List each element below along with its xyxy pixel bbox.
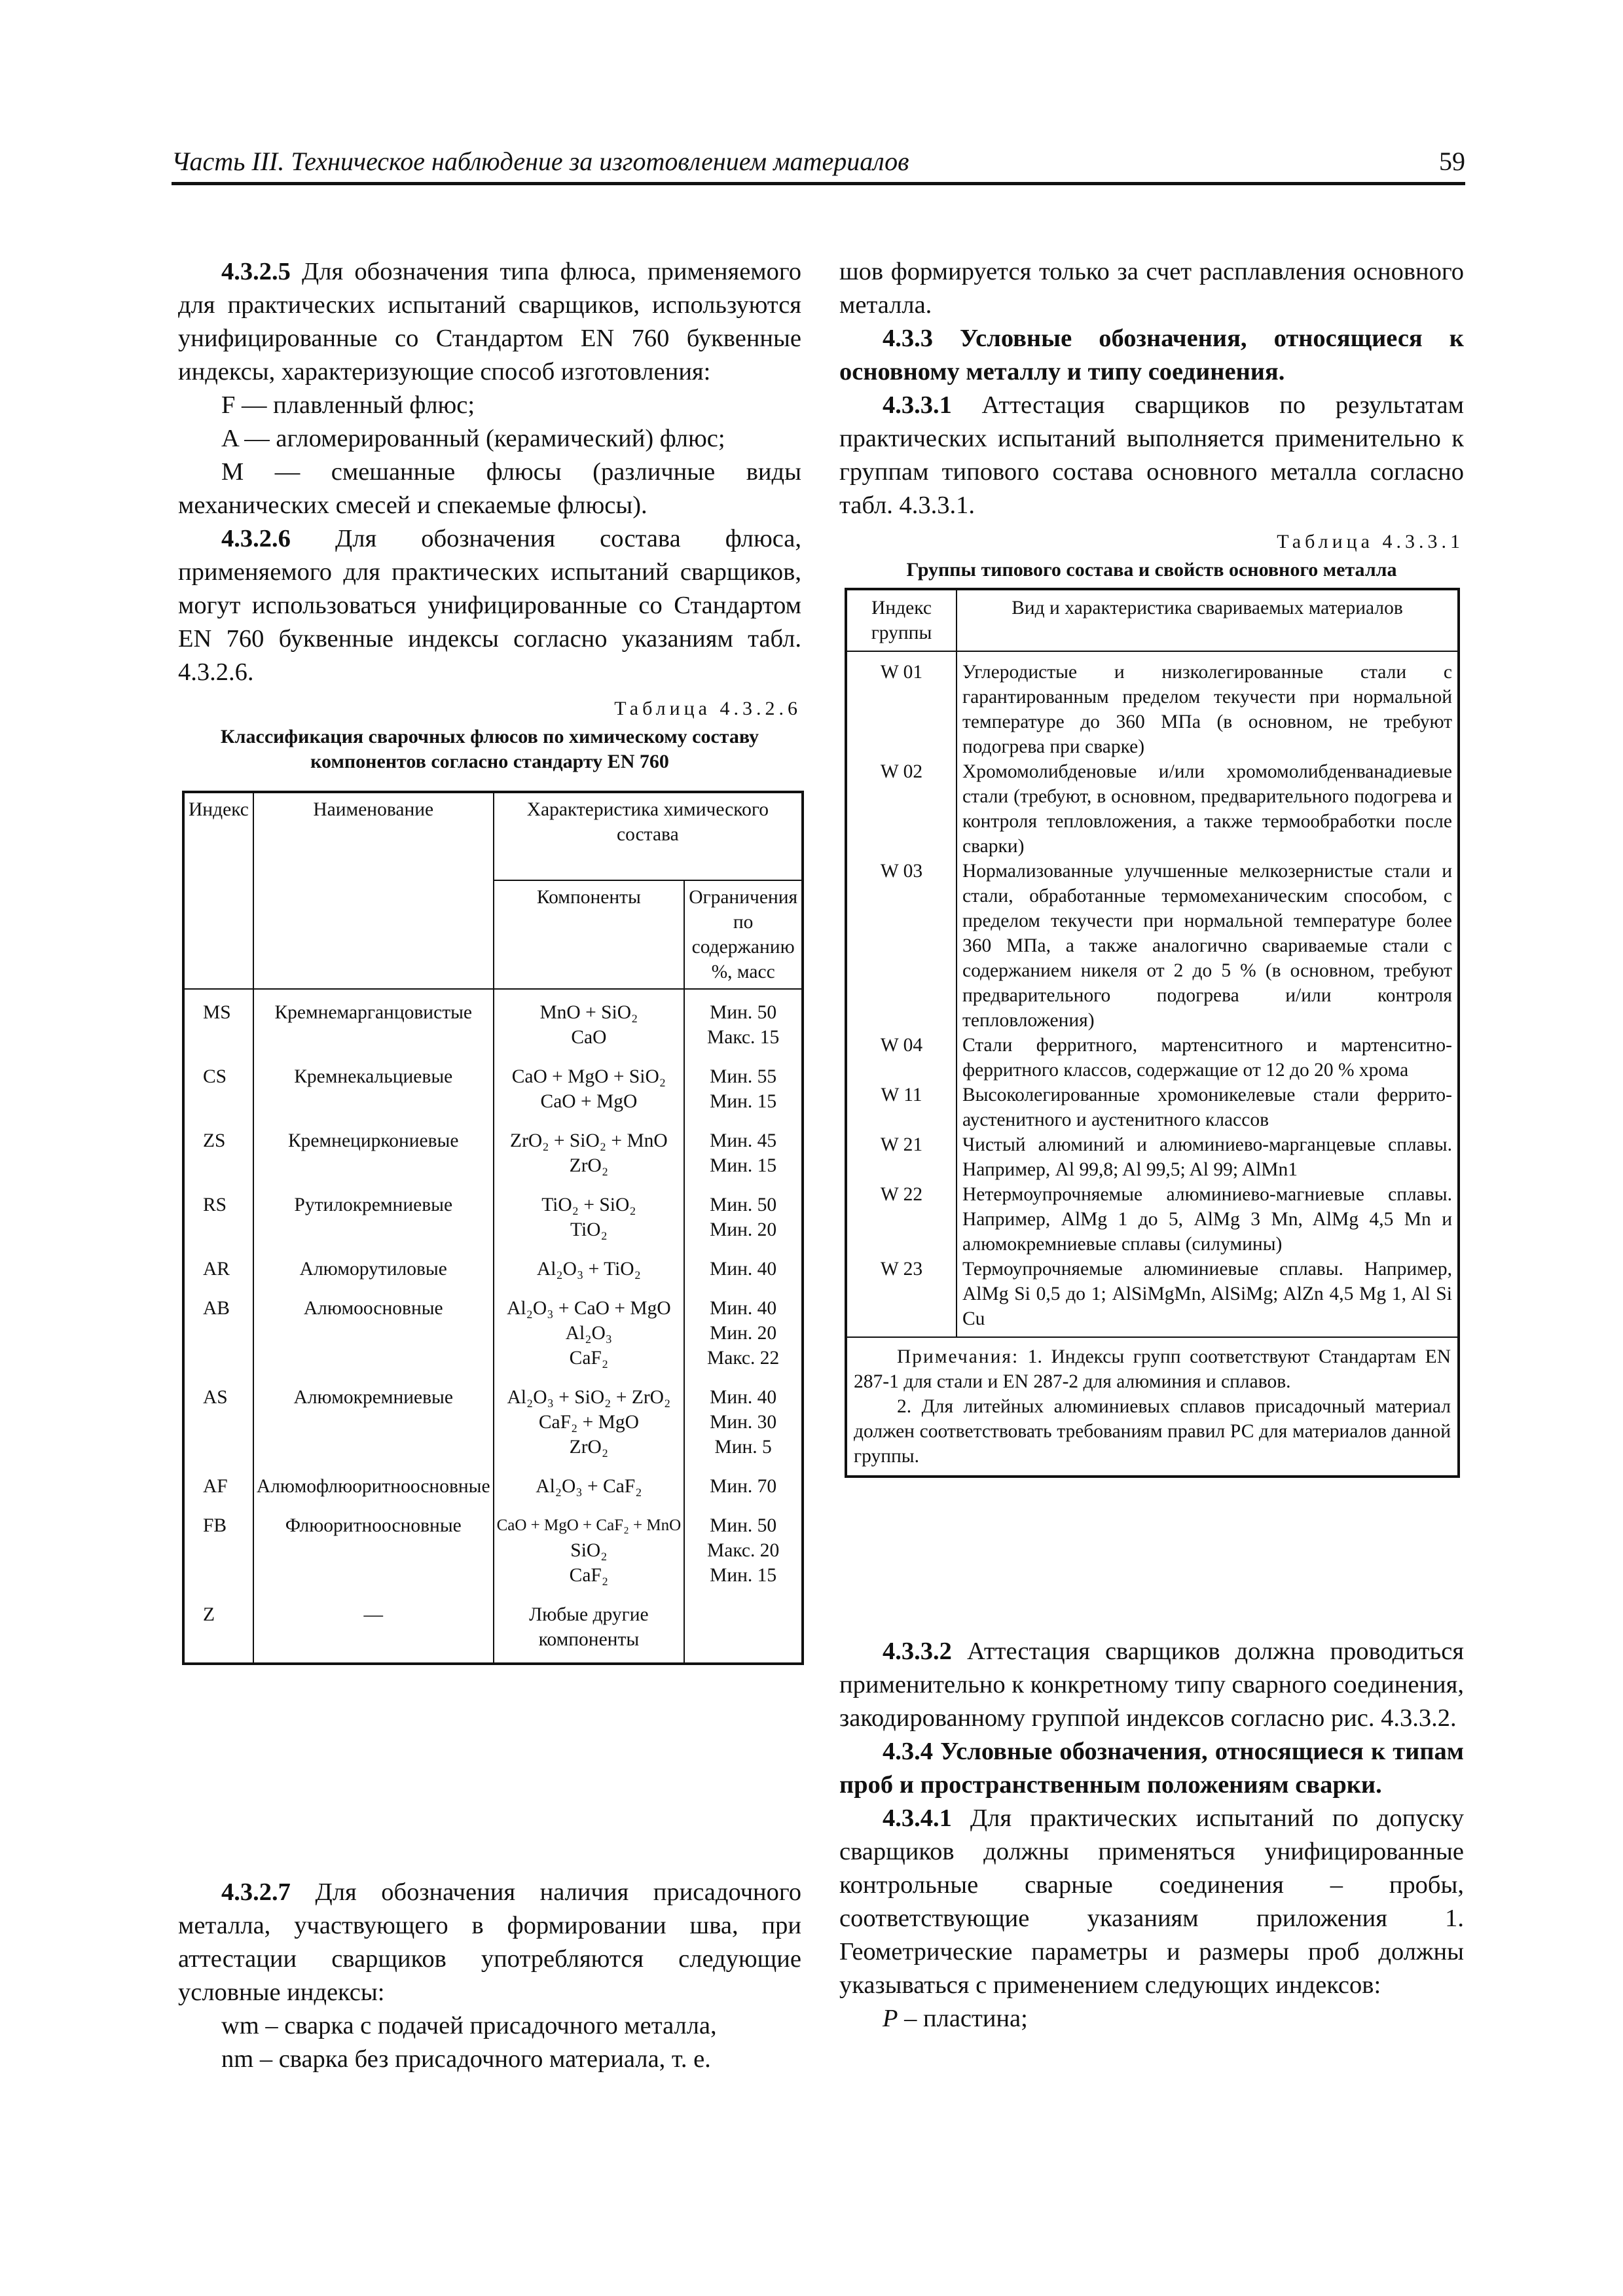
cell-limits — [684, 1126, 803, 1190]
header-description: Вид и характеристика свариваемых материалов — [957, 589, 1459, 651]
cell-description: Стали ферритного, мартенситного и мартенситно-ферритного классов, содержащие от 12 до 20 % хрома — [957, 1033, 1459, 1083]
sample-index-text: – пластина; — [898, 2005, 1028, 2032]
clause-number: 4.3.4.1 — [883, 1804, 952, 1832]
cell-components — [494, 1293, 685, 1382]
cell-name: Алюмоосновные — [253, 1293, 494, 1382]
flux-type-f: F — плавленный флюс; — [221, 391, 475, 419]
cell-limits — [684, 1254, 803, 1293]
limit-line: Мин. 55 — [710, 1066, 777, 1087]
table-row — [183, 989, 803, 1062]
notes-label: Примечания: — [897, 1346, 1019, 1367]
cell-components — [494, 1254, 685, 1293]
right-column-bottom — [839, 1635, 1464, 2036]
cell-index: AB — [183, 1293, 253, 1382]
cell-group: W 04 — [846, 1033, 957, 1083]
left-column — [178, 255, 801, 780]
sample-index-letter: P — [883, 2005, 898, 2032]
component-line: CaO — [571, 1027, 607, 1048]
table-row — [183, 1190, 803, 1254]
cell-index: AF — [183, 1471, 253, 1511]
clause-number: 4.3.2.5 — [221, 258, 291, 285]
paragraph-text: Аттестация сварщиков должна проводиться применительно к конкретному типу сварного соединения, закодированному группой индексов согласно рис. 4.3.3.2. — [839, 1638, 1464, 1732]
limit-line: Мин. 15 — [710, 1565, 777, 1586]
table-row — [183, 1511, 803, 1600]
clause-number: 4.3.3.1 — [883, 391, 952, 419]
table-row — [183, 1600, 803, 1664]
component-line: ZrO₂ + SiO₂ + MnO — [510, 1130, 668, 1151]
paragraph-4-3-3-1 — [839, 389, 1464, 522]
paragraph-4-3-2-7 — [178, 1876, 801, 2009]
cell-limits — [684, 1511, 803, 1600]
sample-index-p — [839, 2002, 1464, 2036]
cell-index: CS — [183, 1062, 253, 1126]
header-limits: Ограничения по содержанию %, масс — [684, 880, 803, 989]
cell-group: W 21 — [846, 1132, 957, 1182]
cell-group: W 01 — [846, 651, 957, 759]
cell-limits — [684, 1600, 803, 1664]
table-row — [183, 1126, 803, 1190]
cell-index: ZS — [183, 1126, 253, 1190]
table-row — [846, 1182, 1459, 1257]
paragraph-4-3-2-6 — [178, 522, 801, 689]
paragraph-continuation: шов формируется только за счет расплавления основного металла. — [839, 258, 1464, 319]
limit-line: Макс. 22 — [707, 1348, 780, 1369]
cell-group: W 02 — [846, 759, 957, 859]
header-index: Индекс — [183, 792, 253, 989]
table-row — [846, 651, 1459, 759]
table-row — [846, 1033, 1459, 1083]
paragraph-text: Для обозначения типа флюса, применяемого для практических испытаний сварщиков, используются унифицированные со Стандартом EN 760 буквенные индексы, характеризующие способ изготовления: — [178, 258, 801, 386]
limit-line: Мин. 15 — [710, 1155, 777, 1176]
table-notes — [846, 1337, 1459, 1477]
table-row — [183, 1254, 803, 1293]
cell-description: Хромомолибденовые и/или хромомолибденванадиевые стали (требуют, в основном, предварительного подогрева и контроля тепловложения, а также термообработки после сварки) — [957, 759, 1459, 859]
cell-description: Нормализованные улучшенные мелкозернистые стали и стали, обработанные термомеханическим способом, с пределом текучести при нормальной температуре более 360 МПа, а также аналогично свариваемые стали с содержанием никеля от 2 до 5 % (в основном, требуют предварительного подогрева и/или контроля тепловложения) — [957, 859, 1459, 1033]
limit-line: Мин. 50 — [710, 1515, 777, 1536]
limit-line: Макс. 20 — [707, 1540, 780, 1561]
cell-components — [494, 1382, 685, 1471]
limit-line: Мин. 40 — [710, 1298, 777, 1319]
table-row — [183, 1382, 803, 1471]
component-line: TiO₂ — [570, 1219, 608, 1240]
limit-line: Мин. 5 — [714, 1437, 772, 1458]
clause-number: 4.3.3.2 — [883, 1638, 952, 1665]
component-line: Al₂O₃ — [565, 1323, 613, 1344]
limit-line: Мин. 45 — [710, 1130, 777, 1151]
cell-index: AS — [183, 1382, 253, 1471]
header-components: Компоненты — [494, 880, 685, 989]
cell-index: RS — [183, 1190, 253, 1254]
cell-index: MS — [183, 989, 253, 1062]
limit-line: Макс. 15 — [707, 1027, 780, 1048]
cell-group: W 03 — [846, 859, 957, 1033]
header-name: Наименование — [253, 792, 494, 989]
component-line: CaO + MgO + CaF₂ + MnO — [496, 1516, 682, 1534]
cell-group: W 23 — [846, 1257, 957, 1337]
table-row — [846, 759, 1459, 859]
paragraph-text: Аттестация сварщиков по результатам практических испытаний выполняется применительно к группам типового состава основного металла согласно табл. 4.3.3.1. — [839, 391, 1464, 519]
table-4-3-2-6-caption: Таблица 4.3.2.6 — [614, 698, 801, 719]
clause-number: 4.3.2.7 — [221, 1878, 291, 1906]
cell-name: Рутилокремниевые — [253, 1190, 494, 1254]
flux-classification-table — [182, 791, 804, 1665]
cell-name: Кремнемарганцовистые — [253, 989, 494, 1062]
cell-components — [494, 1600, 685, 1664]
cell-name: Алюмокремниевые — [253, 1382, 494, 1471]
header-chem: Характеристика химического состава — [494, 792, 803, 880]
paragraph-4-3-3-2 — [839, 1635, 1464, 1735]
cell-description: Углеродистые и низколегированные стали с гарантированным пределом текучести при нормальной температуре до 360 МПа (в основном, не требуют подогрева при сварке) — [957, 651, 1459, 759]
paragraph-text: Для обозначения состава флюса, применяемого для практических испытаний сварщиков, могут использоваться унифицированные со Стандартом EN 760 буквенные индексы согласно указаниям табл. 4.3.2.6. — [178, 525, 801, 686]
clause-number: 4.3.2.6 — [221, 525, 291, 552]
index-nm: nm – сварка без присадочного материала, т. е. — [221, 2045, 711, 2073]
component-line: Al₂O₃ + SiO₂ + ZrO₂ — [507, 1387, 671, 1408]
groups-table-body — [846, 651, 1459, 1337]
cell-name: — — [253, 1600, 494, 1664]
cell-components — [494, 1062, 685, 1126]
table-row — [183, 1293, 803, 1382]
note-2: 2. Для литейных алюминиевых сплавов присадочный материал должен соответствовать требованиям правил РС для материалов данной группы. — [854, 1396, 1451, 1467]
table-row — [846, 1083, 1459, 1132]
running-header — [172, 143, 1465, 185]
table-row — [846, 1132, 1459, 1182]
cell-index: AR — [183, 1254, 253, 1293]
cell-limits — [684, 1062, 803, 1126]
note-1: 1. Индексы групп соответствуют Стандартам EN 287-1 для стали и EN 287-2 для алюминия и сплавов. — [854, 1346, 1451, 1392]
cell-limits — [684, 1471, 803, 1511]
table-row — [846, 859, 1459, 1033]
component-line: Al₂O₃ + CaO + MgO — [507, 1298, 671, 1319]
paragraph-4-3-4-1 — [839, 1802, 1464, 2002]
cell-limits — [684, 1382, 803, 1471]
component-line: Al₂O₃ + CaF₂ — [536, 1476, 642, 1497]
base-metal-groups-table — [845, 588, 1460, 1478]
cell-index: FB — [183, 1511, 253, 1600]
limit-line: Мин. 70 — [710, 1476, 777, 1497]
cell-components — [494, 1190, 685, 1254]
cell-description: Термоупрочняемые алюминиевые сплавы. Например, AlMg Si 0,5 до 1; AlSiMgMn, AlSiMg; AlZn 4,5 Mg 1, Al Si Cu — [957, 1257, 1459, 1337]
cell-name: Кремнециркониевые — [253, 1126, 494, 1190]
table-4-3-3-1-title: Группы типового состава и свойств основного металла — [906, 559, 1397, 581]
table-4-3-3-1-caption: Таблица 4.3.3.1 — [1277, 531, 1464, 552]
cell-description: Высоколегированные хромоникелевые стали феррито-аустенитного и аустенитного классов — [957, 1083, 1459, 1132]
paragraph-4-3-2-5 — [178, 255, 801, 389]
limit-line: Мин. 50 — [710, 1194, 777, 1215]
component-line: CaO + MgO + SiO₂ — [511, 1066, 666, 1087]
limit-line: Мин. 40 — [710, 1259, 777, 1280]
flux-table-body — [183, 989, 803, 1664]
cell-index: Z — [183, 1600, 253, 1664]
cell-components — [494, 1511, 685, 1600]
running-header-title: Часть III. Техническое наблюдение за изготовлением материалов — [172, 147, 909, 176]
limit-line: Мин. 30 — [710, 1412, 777, 1433]
cell-name: Алюмофлюоритноосновные — [253, 1471, 494, 1511]
cell-limits — [684, 989, 803, 1062]
component-line: ZrO₂ — [569, 1155, 609, 1176]
index-wm: wm – сварка с подачей присадочного металла, — [221, 2012, 717, 2039]
component-line: MnO + SiO₂ — [539, 1002, 638, 1023]
flux-type-m: M — смешанные флюсы (различные виды механических смесей и спекаемые флюсы). — [178, 458, 801, 519]
cell-name: Флюоритноосновные — [253, 1511, 494, 1600]
left-column-bottom — [178, 1876, 801, 2076]
limit-line: Мин. 50 — [710, 1002, 777, 1023]
limit-line: Мин. 40 — [710, 1387, 777, 1408]
flux-type-a: A — агломерированный (керамический) флюс; — [221, 425, 725, 452]
table-4-3-2-6-title: Классификация сварочных флюсов по химическому составу компонентов согласно стандарту EN 760 — [220, 726, 759, 772]
component-line: ZrO₂ — [569, 1437, 609, 1458]
cell-name: Кремнекальциевые — [253, 1062, 494, 1126]
paragraph-text: Для обозначения наличия присадочного металла, участвующего в формировании шва, при аттестации сварщиков употребляются следующие условные индексы: — [178, 1878, 801, 2006]
limit-line: Мин. 20 — [710, 1219, 777, 1240]
cell-components — [494, 1471, 685, 1511]
table-row — [183, 1062, 803, 1126]
cell-components — [494, 1126, 685, 1190]
header-group: Индекс группы — [846, 589, 957, 651]
component-line: Al₂O₃ + TiO₂ — [536, 1259, 641, 1280]
component-line: CaF₂ — [569, 1565, 609, 1586]
limit-line: Мин. 20 — [710, 1323, 777, 1344]
limit-line: Мин. 15 — [710, 1091, 777, 1112]
cell-group: W 11 — [846, 1083, 957, 1132]
cell-description: Чистый алюминий и алюминиево-марганцевые сплавы. Например, Al 99,8; Al 99,5; Al 99; AlMn1 — [957, 1132, 1459, 1182]
cell-components — [494, 989, 685, 1062]
cell-name: Алюморутиловые — [253, 1254, 494, 1293]
cell-limits — [684, 1190, 803, 1254]
section-heading-4-3-4: 4.3.4 Условные обозначения, относящиеся к типам проб и пространственным положениям сварки. — [839, 1738, 1464, 1799]
table-row — [846, 1257, 1459, 1337]
component-line: Любые другие компоненты — [529, 1604, 649, 1650]
component-line: SiO₂ — [570, 1540, 608, 1561]
page-number: 59 — [1439, 147, 1465, 176]
component-line: CaF₂ + MgO — [538, 1412, 639, 1433]
paragraph-text: Для практических испытаний по допуску сварщиков должны применяться унифицированные контрольные сварные соединения – пробы, соответствующие указаниям приложения 1. Геометрические параметры и размеры проб должны указываться с применением следующих индексов: — [839, 1804, 1464, 1999]
component-line: CaO + MgO — [540, 1091, 638, 1112]
cell-group: W 22 — [846, 1182, 957, 1257]
table-row — [183, 1471, 803, 1511]
section-heading-4-3-3: 4.3.3 Условные обозначения, относящиеся к основному металлу и типу соединения. — [839, 325, 1464, 386]
component-line: TiO₂ + SiO₂ — [541, 1194, 636, 1215]
component-line: CaF₂ — [569, 1348, 609, 1369]
right-column — [839, 255, 1464, 583]
cell-limits — [684, 1293, 803, 1382]
cell-description: Нетермоупрочняемые алюминиево-магниевые сплавы. Например, AlMg 1 до 5, AlMg 3 Mn, AlMg 4,5 Mn и алюмокремниевые сплавы (силумины) — [957, 1182, 1459, 1257]
